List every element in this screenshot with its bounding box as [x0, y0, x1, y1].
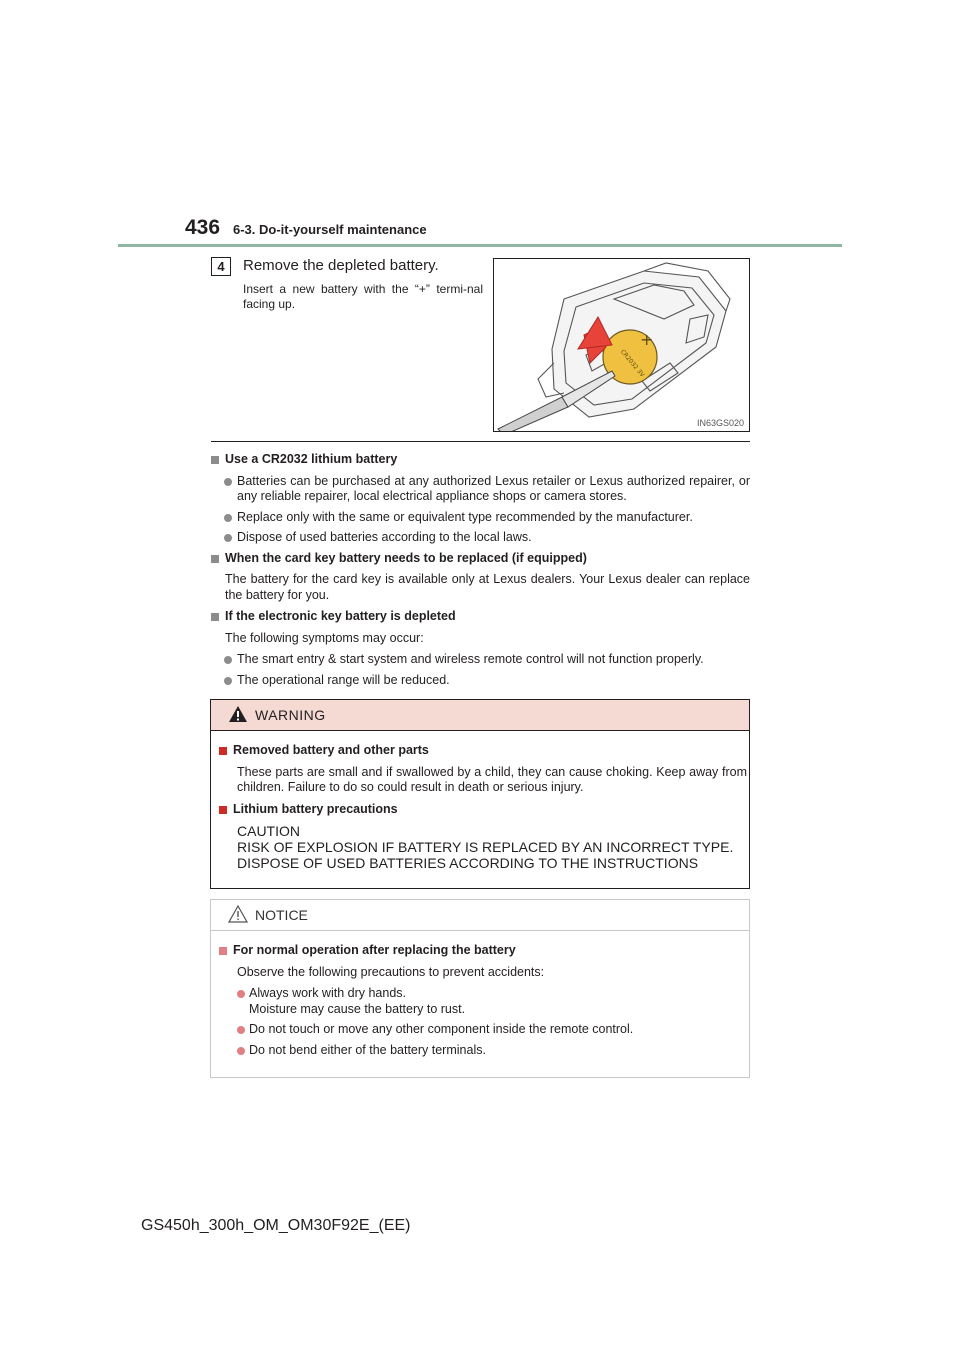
circle-bullet-icon — [224, 677, 232, 685]
note-heading — [211, 551, 750, 567]
battery-replacement-illustration — [493, 258, 750, 432]
warning-title: WARNING — [255, 707, 326, 723]
warning-paragraph: These parts are small and if swallowed by a child, they can cause choking. Keep away from children. Failure to do so could result in death or serious injury. — [237, 764, 747, 794]
note-heading — [211, 452, 750, 468]
notice-body — [219, 943, 747, 1063]
warning-triangle-icon — [228, 705, 248, 723]
battery-label: CR2032 3V — [618, 348, 646, 379]
square-bullet-icon — [219, 747, 227, 755]
circle-bullet-icon — [224, 478, 232, 486]
footer-model-code: GS450h_300h_OM_OM30F92E_(EE) — [141, 1217, 411, 1234]
warning-header — [211, 700, 749, 731]
step-note: Insert a new battery with the “+” termi-nal facing up. — [243, 282, 483, 311]
list-item-text: Replace only with the same or equivalent type recommended by the manufacturer. — [237, 509, 693, 524]
warning-item-title: Removed battery and other parts — [233, 743, 429, 757]
page-number: 436 — [185, 216, 221, 239]
warning-item-title: Lithium battery precautions — [233, 801, 398, 816]
step-number-badge: 4 — [211, 257, 231, 276]
note-paragraph: The following symptoms may occur: — [225, 630, 424, 645]
battery-plus-mark: + — [640, 330, 654, 349]
circle-bullet-icon — [224, 656, 232, 664]
list-item-subtext: Moisture may cause the battery to rust. — [249, 1001, 466, 1016]
list-item — [219, 1022, 747, 1038]
note-paragraph: The battery for the card key is available only at Lexus dealers. Your Lexus dealer can replace the battery for you. — [225, 572, 750, 602]
warning-item-heading — [219, 802, 747, 818]
notice-header — [211, 900, 749, 931]
list-item-text: Dispose of used batteries according to the local laws. — [237, 530, 532, 544]
list-item — [219, 1043, 747, 1059]
notice-item-heading — [219, 943, 747, 959]
note-heading — [211, 609, 750, 625]
note-heading-text: If the electronic key battery is depleted — [225, 609, 456, 623]
notes-section — [211, 452, 750, 693]
notice-box — [210, 899, 750, 1078]
list-item — [211, 530, 750, 546]
list-item-text: Do not bend either of the battery terminals. — [249, 1042, 486, 1057]
notice-title: NOTICE — [255, 907, 308, 923]
note-heading-text: When the card key battery needs to be replaced (if equipped) — [225, 550, 587, 565]
step-heading: Remove the depleted battery. — [243, 257, 439, 274]
circle-bullet-icon — [224, 514, 232, 522]
caution-label: CAUTION — [237, 823, 300, 839]
key-fob-drawing — [494, 259, 749, 431]
list-item — [211, 474, 750, 505]
warning-box — [210, 699, 750, 889]
square-bullet-icon — [211, 613, 219, 621]
circle-bullet-icon — [237, 1047, 245, 1055]
warning-item-heading — [219, 743, 747, 759]
list-item — [211, 673, 750, 689]
circle-bullet-icon — [224, 534, 232, 542]
section-title: 6-3. Do-it-yourself maintenance — [233, 222, 427, 237]
notice-item-title: For normal operation after replacing the battery — [233, 943, 516, 957]
notice-intro: Observe the following precautions to prevent accidents: — [237, 964, 545, 979]
list-item — [211, 510, 750, 526]
square-bullet-icon — [211, 555, 219, 563]
square-bullet-icon — [211, 456, 219, 464]
square-bullet-icon — [219, 806, 227, 814]
caution-line: DISPOSE OF USED BATTERIES ACCORDING TO THE INSTRUCTIONS — [237, 855, 699, 871]
figure-code: IN63GS020 — [696, 418, 744, 428]
square-bullet-icon — [219, 947, 227, 955]
list-item-text: Always work with dry hands. — [249, 986, 407, 1000]
notice-triangle-icon — [228, 905, 248, 923]
list-item-text: The operational range will be reduced. — [237, 672, 450, 687]
list-item-text: The smart entry & start system and wireless remote control will not function properly. — [237, 652, 704, 666]
caution-line: RISK OF EXPLOSION IF BATTERY IS REPLACED BY AN INCORRECT TYPE. — [237, 839, 734, 855]
note-heading-text: Use a CR2032 lithium battery — [225, 452, 398, 466]
header-divider — [118, 244, 842, 247]
figure-divider — [211, 441, 750, 442]
list-item-text: Batteries can be purchased at any authorized Lexus retailer or Lexus authorized repairer, or any reliable repairer, local electrical appliance shops or camera stores. — [237, 473, 750, 503]
circle-bullet-icon — [237, 990, 245, 998]
list-item — [219, 986, 747, 1017]
list-item — [211, 652, 750, 668]
list-item-text: Do not touch or move any other component inside the remote control. — [249, 1022, 634, 1036]
circle-bullet-icon — [237, 1026, 245, 1034]
warning-body — [219, 743, 747, 871]
